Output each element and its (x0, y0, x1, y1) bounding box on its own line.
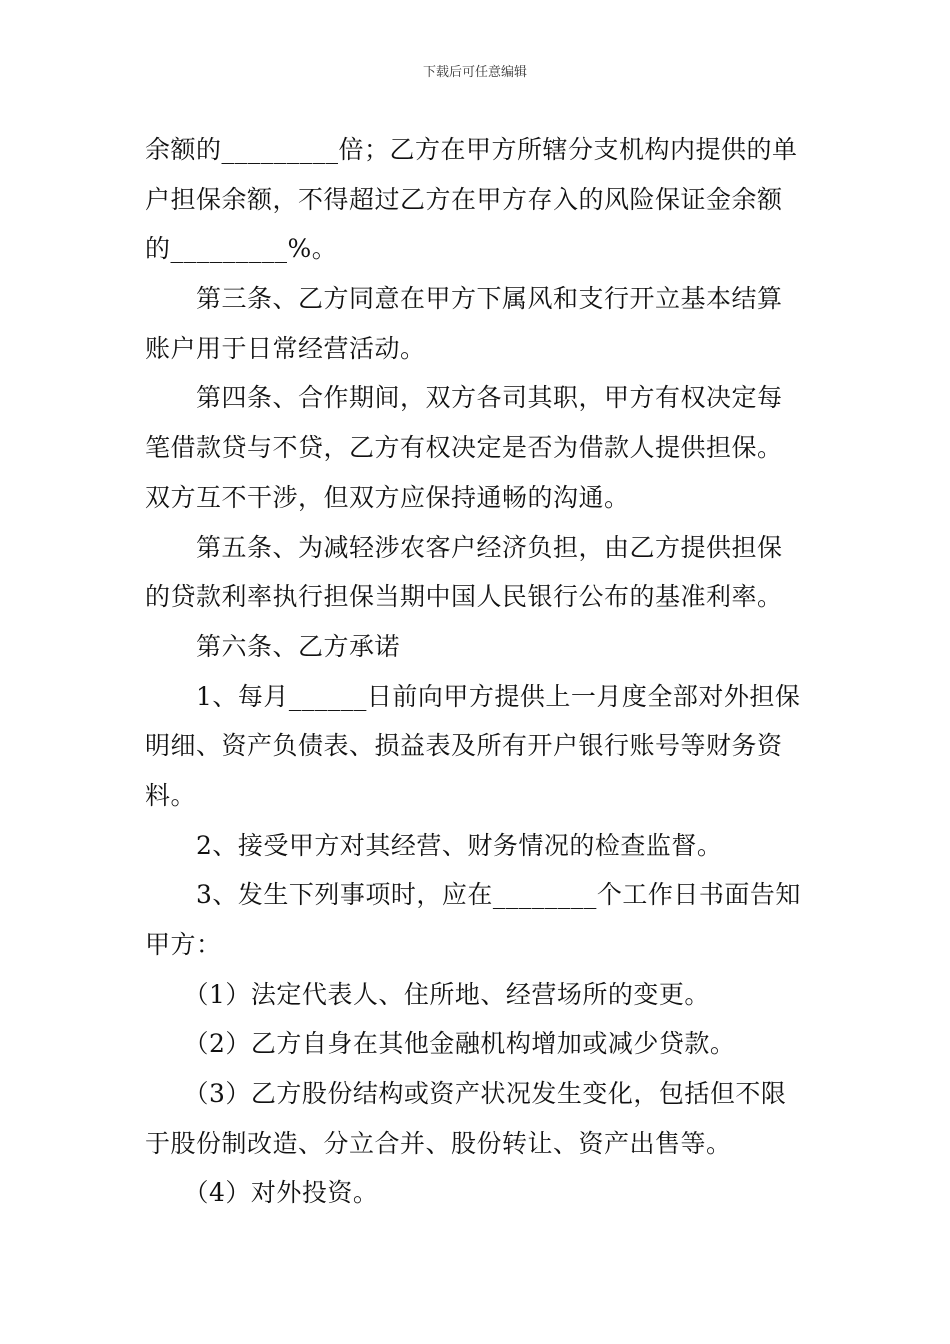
text-line: （3）乙方股份结构或资产状况发生变化，包括但不限 (145, 1079, 787, 1108)
text-line: 明细、资产负债表、损益表及所有开户银行账号等财务资 (145, 731, 783, 760)
text-line: 3、发生下列事项时，应在________个工作日书面告知 (145, 880, 801, 909)
text-line: 第六条、乙方承诺 (145, 632, 401, 661)
text-line: 于股份制改造、分立合并、股份转让、资产出售等。 (145, 1129, 732, 1158)
text-line: 第四条、合作期间，双方各司其职，甲方有权决定每 (145, 383, 783, 412)
text-line: 第五条、为减轻涉农客户经济负担，由乙方提供担保 (145, 533, 783, 562)
text-line: （1）法定代表人、住所地、经营场所的变更。 (145, 980, 710, 1009)
text-line: 的_________%。 (145, 234, 338, 263)
text-line: 的贷款利率执行担保当期中国人民银行公布的基准利率。 (145, 582, 783, 611)
text-line: （2）乙方自身在其他金融机构增加或减少贷款。 (145, 1029, 736, 1058)
text-line: （4）对外投资。 (145, 1178, 379, 1207)
text-line: 双方互不干涉，但双方应保持通畅的沟通。 (145, 483, 630, 512)
page-header: 下载后可任意编辑 (422, 65, 527, 80)
text-line: 第三条、乙方同意在甲方下属风和支行开立基本结算 (145, 284, 783, 313)
text-line: 余额的_________倍；乙方在甲方所辖分支机构内提供的单 (145, 135, 798, 164)
text-line: 1、每月______日前向甲方提供上一月度全部对外担保 (145, 682, 801, 711)
text-line: 料。 (145, 781, 197, 810)
text-line: 2、接受甲方对其经营、财务情况的检查监督。 (145, 831, 723, 860)
text-line: 户担保余额，不得超过乙方在甲方存入的风险保证金余额 (145, 185, 783, 214)
text-line: 甲方： (145, 930, 222, 959)
text-line: 笔借款贷与不贷，乙方有权决定是否为借款人提供担保。 (145, 433, 783, 462)
text-line: 账户用于日常经营活动。 (145, 334, 426, 363)
